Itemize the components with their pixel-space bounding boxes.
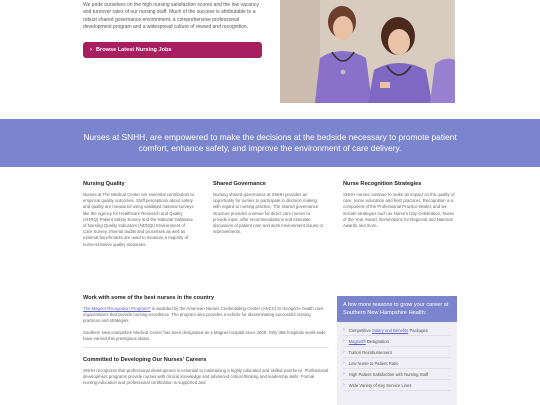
reasons-box — [337, 296, 457, 405]
magnet-program-link[interactable]: The Magnet Recognition Program® — [83, 306, 151, 311]
nurse-recognition-column — [343, 181, 455, 229]
magnet-paragraph — [83, 306, 329, 325]
magnet-link[interactable]: Magnet® — [348, 338, 366, 344]
best-nurses-title: Work with some of the best nurses in the country — [83, 295, 215, 301]
reason-item — [343, 380, 451, 391]
reason-item — [343, 325, 451, 336]
reason-text: Competitive — [348, 327, 372, 333]
chevron-right-icon: › — [343, 382, 345, 388]
shared-governance-title: Shared Governance — [213, 181, 266, 187]
reason-item — [343, 358, 451, 369]
nursing-quality-column — [83, 181, 195, 248]
browse-jobs-label: Browse Latest Nursing Jobs — [96, 47, 172, 53]
salary-benefits-link[interactable]: Salary and Benefits — [371, 327, 409, 333]
reason-text: Wide Variety of Key Service Lines — [348, 382, 412, 388]
reason-text: Low Nurse to Patient Ratio — [348, 360, 399, 366]
browse-jobs-button[interactable] — [83, 42, 262, 58]
nurses-photo — [280, 0, 455, 103]
nursing-quality-title: Nursing Quality — [83, 181, 125, 187]
reason-text: High Patient Satisfaction with Nursing Staff — [348, 371, 429, 377]
reason-item — [343, 369, 451, 380]
section-divider — [83, 347, 329, 348]
reason-item — [343, 347, 451, 358]
chevron-right-icon: › — [343, 327, 345, 333]
chevron-right-icon: › — [343, 349, 345, 355]
nurses-illustration — [280, 0, 455, 103]
nurse-recognition-title: Nurse Recognition Strategies — [343, 181, 422, 187]
reason-text: Designation — [365, 338, 390, 344]
careers-body: SNHH recognizes that professional development is essential to maintaining a highly educated and skilled workforce. Professional development programs provide nurses with clinical knowledge and advanced critical thinking and leadership skills. Formal nursing education and professional certification is supported and — [83, 368, 329, 386]
hero-section — [0, 0, 540, 120]
magnet-paragraph-text: is awarded by the American Nurses Credentialing Center (ANCC) to recognize health care organizations that provide nursing excellence. The program also provides a vehicle for disseminating successful nursing practices and strategies. — [83, 306, 324, 324]
nursing-quality-body: Nurses at The Medical Center are essential contributors to empirical quality outcomes. Staff perceptions about safety and quality are measured using validated national surveys like the Agency for Healthcare Research and Quality (AHRQ) Patient Safety Survey and the National Database of Nursing Quality Indicators (NDNQI) Environment of Care Survey. Internal audits and processes as well as external benchmarks are used to measure a majority of nurse-sensitive quality measures. — [83, 192, 194, 247]
chevron-right-icon: › — [343, 360, 345, 366]
reasons-list — [337, 322, 457, 391]
careers-title: Committed to Developing Our Nurses' Careers — [83, 357, 207, 364]
shared-governance-column — [213, 181, 325, 235]
hero-intro-text: We pride ourselves on the high nursing satisfaction scores and the low vacancy and turnover rates of our nursing staff. Much of the success is attributable to a robust shared governance environment, a comprehensive professional development program and a widespread culture of reward and recognition. — [83, 2, 259, 31]
nurse-recognition-body: SNHH nurses continue to make an impact on the quality of care, nurse education and best practices. Recognition is a component of the Professional Practice Model, and we include strategies such as Nurse's Day Celebration, Nurse of the Year Award, Nominations for Regional and National Awards and more. — [343, 192, 455, 229]
reasons-title: A few more reasons to grow your career at Southern New Hampshire Health: — [337, 296, 457, 322]
best-nurses-section — [83, 295, 329, 392]
reason-text: Packages — [408, 327, 428, 333]
reason-text: Tuition Reimbursement — [348, 349, 392, 355]
empowerment-banner — [0, 119, 540, 167]
chevron-right-icon: › — [343, 371, 345, 377]
magnet-designation-text: Southern New Hampshire Medical Center has been designated as a Magnet hospital since 2009. Only 386 hospitals world-wide have earned this prestigious status. — [83, 329, 326, 341]
chevron-right-icon: › — [90, 47, 92, 53]
reason-item — [343, 336, 451, 347]
shared-governance-body: Nursing shared governance at SNHH provides an opportunity for nurses to participate in decision making with regard to nursing practice. The shared governance structure provides a venue for direct care nurses to provide input, offer recommendations and stimulate discussion of patient care and work environment issues or improvements. — [213, 192, 324, 235]
banner-text: Nurses at SNHH, are empowered to make the decisions at the bedside necessary to promote patient comfort, enhance safety, and improve the environment of care delivery. — [83, 132, 457, 153]
chevron-right-icon: › — [343, 338, 345, 344]
